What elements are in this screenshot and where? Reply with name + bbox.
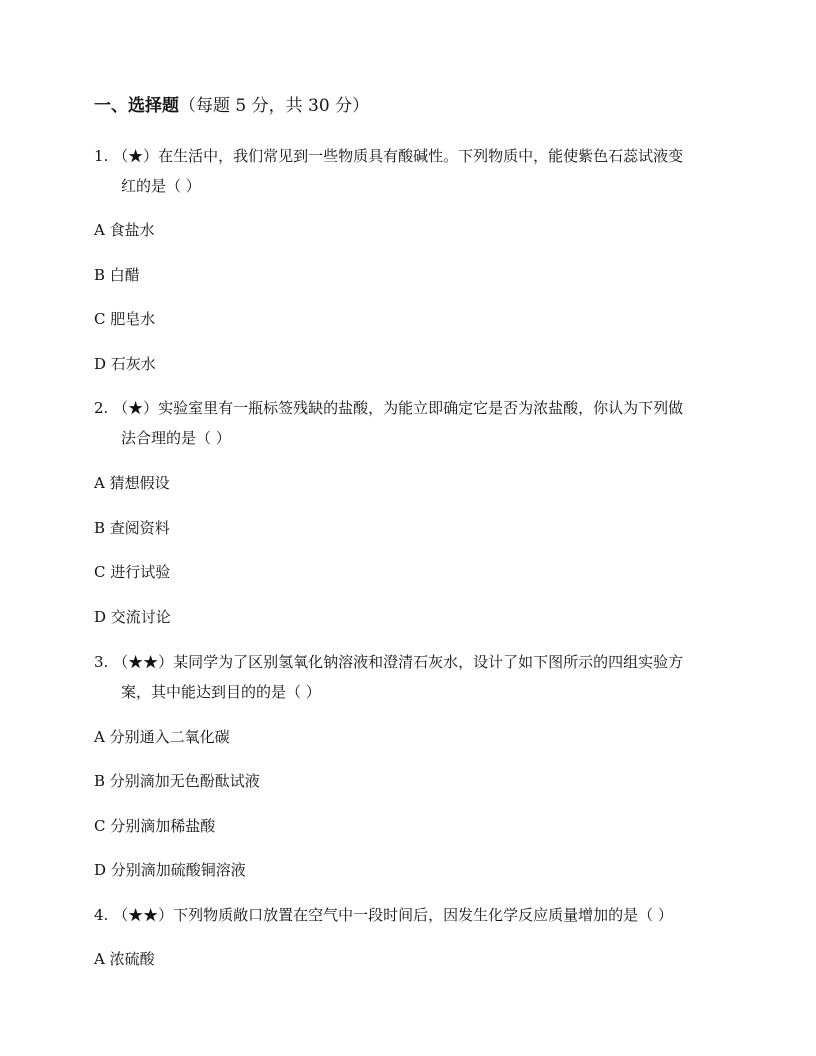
question-2 — [94, 393, 724, 453]
section-title-main: 一、选择题 — [94, 96, 179, 116]
question-3-text: 3. （★★）某同学为了区别氢氧化钠溶液和澄清石灰水，设计了如下图所示的四组实验方 — [94, 653, 684, 671]
question-1-option-d: D 石灰水 — [94, 355, 156, 373]
question-4 — [94, 900, 724, 930]
question-3-option-d: D 分别滴加硫酸铜溶液 — [94, 861, 246, 879]
question-3-option-c: C 分别滴加稀盐酸 — [94, 817, 216, 835]
question-1-text-continued: 红的是（ ） — [121, 177, 201, 195]
question-4-option-a: A 浓硫酸 — [94, 950, 155, 968]
question-1-option-c: C 肥皂水 — [94, 310, 156, 328]
question-3-option-a: A 分别通入二氧化碳 — [94, 728, 230, 746]
question-1-option-b: B 白醋 — [94, 266, 140, 284]
section-title — [94, 94, 369, 118]
question-1-option-a: A 食盐水 — [94, 221, 155, 239]
question-2-option-c: C 进行试验 — [94, 563, 171, 581]
question-3-option-b: B 分别滴加无色酚酞试液 — [94, 772, 260, 790]
section-title-note: （每题 5 分，共 30 分） — [179, 96, 370, 116]
question-2-option-b: B 查阅资料 — [94, 519, 170, 537]
question-3-text-continued: 案，其中能达到目的的是（ ） — [121, 683, 321, 701]
question-1 — [94, 141, 724, 201]
question-3 — [94, 647, 724, 707]
question-2-option-d: D 交流讨论 — [94, 608, 171, 626]
question-4-text: 4. （★★）下列物质敞口放置在空气中一段时间后，因发生化学反应质量增加的是（ ） — [94, 906, 673, 924]
question-2-text: 2. （★）实验室里有一瓶标签残缺的盐酸，为能立即确定它是否为浓盐酸，你认为下列做 — [94, 399, 684, 417]
question-2-text-continued: 法合理的是（ ） — [121, 429, 231, 447]
question-2-option-a: A 猜想假设 — [94, 474, 170, 492]
question-1-text: 1. （★）在生活中，我们常见到一些物质具有酸碱性。下列物质中，能使紫色石蕊试液变 — [94, 147, 684, 165]
